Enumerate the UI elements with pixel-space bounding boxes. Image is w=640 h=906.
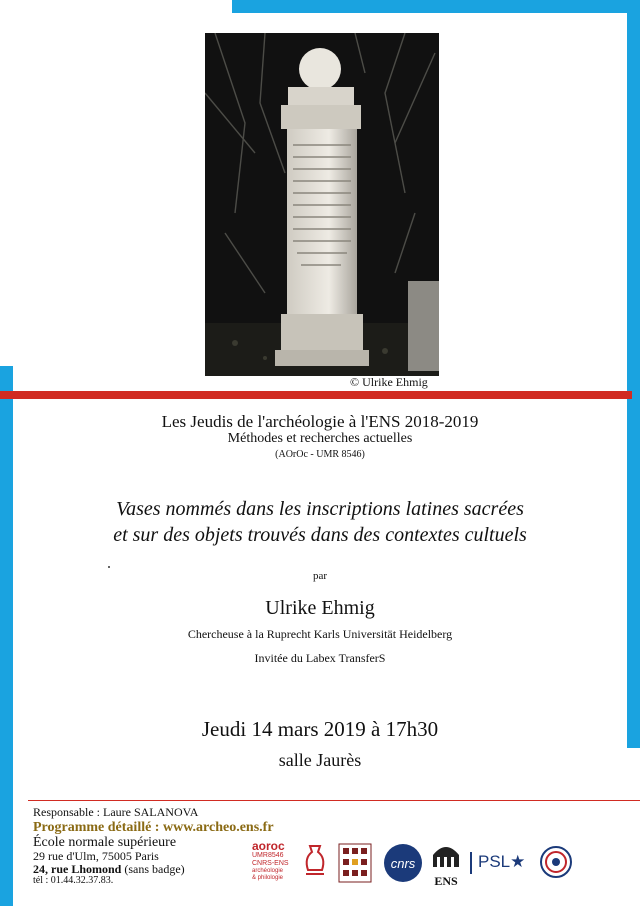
aoroc-logo-line4: archéologie: [252, 868, 284, 874]
talk-title-line-1: Vases nommés dans les inscriptions latines sacrées: [116, 498, 524, 520]
aoroc-vase-icon: [302, 844, 328, 878]
footer-tel: tél : 01.44.32.37.83.: [33, 875, 114, 886]
aoroc-logo: [252, 840, 330, 882]
stele-photo: [205, 33, 439, 376]
footer-responsable: Responsable : Laure SALANOVA: [33, 805, 199, 819]
footer-programme-link[interactable]: Programme détaillé : www.archeo.ens.fr: [33, 820, 274, 835]
photo-credit: © Ulrike Ehmig: [350, 375, 428, 389]
ens-building-icon: [429, 843, 463, 869]
speaker-name: Ulrike Ehmig: [265, 597, 375, 619]
aoroc-logo-line5: & philologie: [252, 875, 284, 881]
series-unit: (AOrOc - UMR 8546): [275, 449, 365, 460]
cnrs-logo-text: cnrs: [390, 855, 416, 871]
footer-address-2-bold: 24, rue Lhomond: [33, 862, 122, 876]
footer-address-2-rest: (sans badge): [121, 862, 185, 876]
ens-logo-text: ENS: [434, 874, 458, 888]
ens-logo: [429, 843, 463, 888]
aoroc-logo-umr: UMR8546: [252, 852, 284, 859]
talk-title: [0, 496, 640, 548]
speaker-affiliation: Chercheuse à la Ruprecht Karls Universität Heidelberg: [187, 627, 453, 641]
cnrs-logo: [384, 844, 422, 882]
footer-school: École normale supérieure: [33, 835, 177, 850]
footer-divider: [28, 800, 640, 801]
footer-address-1: 29 rue d'Ulm, 75005 Paris: [33, 849, 159, 863]
top-blue-bar: [232, 0, 640, 13]
stray-mark: [108, 566, 110, 568]
psl-logo-text: PSL★: [478, 852, 526, 871]
aoroc-logo-cnrs-ens: CNRS-ENS: [252, 860, 289, 867]
speaker-invite: Invitée du Labex TransferS: [254, 651, 386, 665]
series-title: Les Jeudis de l'archéologie à l'ENS 2018-2019: [161, 412, 479, 431]
psl-logo: [470, 852, 538, 874]
transfers-logo: [338, 843, 372, 883]
series-subtitle: Méthodes et recherches actuelles: [227, 431, 413, 446]
republique-seal-logo: [539, 845, 573, 879]
red-divider: [0, 391, 632, 399]
event-date: Jeudi 14 mars 2019 à 17h30: [201, 717, 439, 741]
event-room: salle Jaurès: [278, 750, 362, 770]
aoroc-logo-text: aoroc: [252, 839, 285, 853]
par-label: par: [312, 570, 328, 582]
talk-title-line-2: et sur des objets trouvés dans des contextes cultuels: [113, 524, 527, 546]
